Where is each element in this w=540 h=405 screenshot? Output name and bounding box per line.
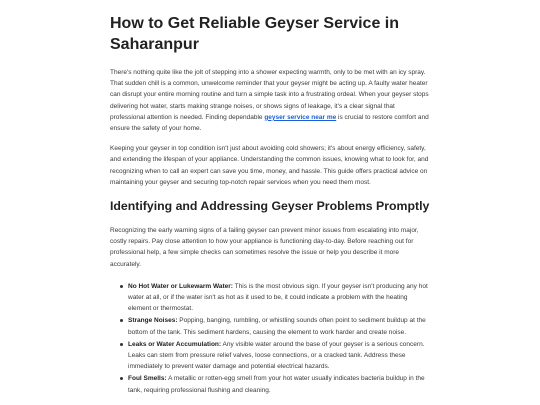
bullet-icon [120,319,123,322]
bullet-icon [120,285,123,288]
list-item [128,315,428,337]
intro-text: There's nothing quite like the jolt of stepping into a shower expecting warmth, only to be met with an icy spray. That sudden chill is a common, unwelcome reminder that your geyser might be acting up. A faulty water heater can disrupt your entire morning routine and turn a simple task into a frustrating ordeal. When your geyser stops delivering hot water, starts making strange noises, or shows signs of leakage, it's a clear signal that professional attention is needed. Finding dependable [110,69,429,121]
page-title: How to Get Reliable Geyser Service in Saharanpur [110,15,399,53]
list-item-term: Foul Smells: [128,375,167,383]
list-item-term: Strange Noises: [128,317,178,325]
section-paragraph: Recognizing the early warning signs of a failing geyser can prevent minor issues from escalating into major, costly repairs. Pay close attention to how your appliance is functioning day-to-day. Before reaching out for professional help, a few simple checks can sometimes resolve the issue or help you describe it more accurately. [110,227,419,268]
geyser-service-link[interactable]: geyser service near me [264,113,337,121]
bullet-icon [120,377,123,380]
list-item [128,373,428,395]
bullet-icon [120,343,123,346]
section-heading: Identifying and Addressing Geyser Problems Promptly [110,199,430,214]
intro-paragraph [110,67,430,134]
body-paragraph: Keeping your geyser in top condition isn't just about avoiding cold showers; it's about energy efficiency, safety, and extending the lifespan of your appliance. Understanding the common issues, knowing what to look for, and recognizing when to call an expert can save you time, money, and hassle. This guide offers practical advice on maintaining your geyser and securing top-notch repair services when you need them most. [110,145,429,186]
list-item-text: A metallic or rotten-egg smell from your hot water usually indicates bacteria buildup in the tank, requiring professional flushing and cleaning. [128,375,425,394]
list-item [128,339,428,373]
list-item [128,281,428,315]
list-item-term: No Hot Water or Lukewarm Water: [128,282,233,290]
list-item-text: Popping, banging, rumbling, or whistling sounds often point to sediment buildup at the bottom of the tank. This sediment hardens, causing the element to work harder and create noise. [128,317,426,336]
list-item-text: Any visible water around the base of your geyser is a serious concern. Leaks can stem from pressure relief valves, loose connections, or a cracked tank. Address these immediately to prevent water damage and potential electrical hazards. [128,340,425,371]
intro-text-end: is crucial to restore comfort and ensure the safety of your home. [110,113,429,133]
list-item-text: This is the most obvious sign. If your geyser isn't producing any hot water at all, or if the water isn't as hot as it used to be, it could indicate a problem with the heating element or thermostat. [128,282,428,313]
article [110,0,430,397]
list-item-term: Leaks or Water Accumulation: [128,340,222,348]
warning-signs-list [110,281,430,396]
